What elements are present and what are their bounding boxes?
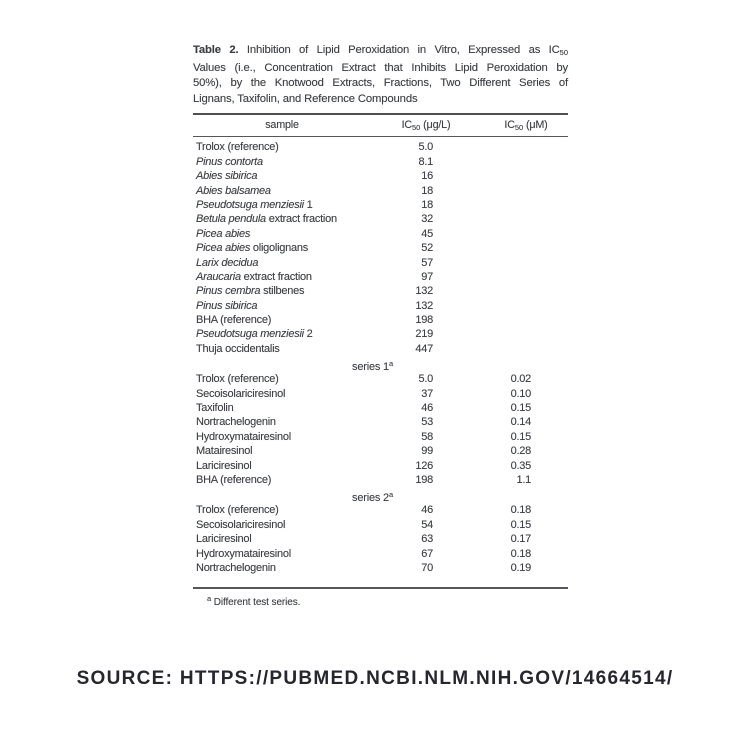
ic50-um-value: 0.15 xyxy=(510,430,531,443)
sample-roman-text: extract fraction xyxy=(265,213,337,226)
table-row xyxy=(193,473,568,487)
caption-label: Table 2. xyxy=(193,44,239,56)
sample-roman-text: Secoisolariciresinol xyxy=(196,518,286,531)
ic50-ugl-value: 16 xyxy=(421,170,433,183)
ic50-um-value: 0.10 xyxy=(510,387,531,400)
table-row xyxy=(193,387,568,401)
table-row xyxy=(193,270,568,284)
ic50-ugl-value: 97 xyxy=(421,270,433,283)
table-body xyxy=(193,137,568,575)
source-citation: SOURCE: HTTPS://PUBMED.NCBI.NLM.NIH.GOV/14664514/ xyxy=(76,668,674,689)
sample-roman-text: oligolignans xyxy=(250,242,309,255)
ic50-ugl-value: 18 xyxy=(421,198,433,211)
caption-ic50-subscript: 50 xyxy=(559,48,569,57)
table-2 xyxy=(193,43,568,608)
table-header-row xyxy=(193,115,568,136)
ic50-ugl-value: 45 xyxy=(421,227,433,240)
ic50-um-value: 0.15 xyxy=(510,402,531,415)
table-bottom-rule xyxy=(193,587,568,589)
ic50-um-value: 0.19 xyxy=(510,561,531,574)
table-row xyxy=(193,547,568,561)
ic50-ugl-value: 57 xyxy=(421,256,433,269)
column-header-ic50-ugl: $IC_{50}$ (μg/L) xyxy=(401,119,451,133)
ic50-ugl-value: 46 xyxy=(421,504,433,517)
caption-line-3: 50%), by the Knotwood Extracts, Fractions, Two Different Series of xyxy=(193,77,568,90)
table-row xyxy=(193,140,568,154)
series-label: series 2 xyxy=(352,492,389,505)
sample-species-name: Picea abies xyxy=(196,227,251,240)
table-row xyxy=(193,518,568,532)
sample-species-name: Araucaria xyxy=(196,270,241,283)
ic50-ugl-value: 5.0 xyxy=(418,373,433,386)
sample-roman-text: Nortrachelogenin xyxy=(196,416,276,429)
table-row xyxy=(193,256,568,270)
caption-line-2: Values (i.e., Concentration Extract that Inhibits Lipid Peroxidation by xyxy=(193,61,568,74)
sample-roman-text: Secoisolariciresinol xyxy=(196,387,286,400)
table-row xyxy=(193,372,568,386)
ic50-ugl-value: 32 xyxy=(421,213,433,226)
table-caption xyxy=(193,43,568,107)
table-footnote xyxy=(193,594,568,608)
ic50-um-value: 0.14 xyxy=(510,416,531,429)
ic50-ugl-value: 70 xyxy=(421,561,433,574)
table-row xyxy=(193,503,568,517)
table-row xyxy=(193,430,568,444)
caption-line-4: Lignans, Taxifolin, and Reference Compounds xyxy=(193,92,418,105)
ic50-um-value: 0.28 xyxy=(510,445,531,458)
ic50-ugl-value: 132 xyxy=(415,299,433,312)
table-row xyxy=(193,459,568,473)
sample-roman-text: 2 xyxy=(303,328,313,341)
table-row xyxy=(193,327,568,341)
table-row xyxy=(193,532,568,546)
sample-species-name: Pinus contorta xyxy=(196,155,263,168)
ic50-ugl-value: 99 xyxy=(421,445,433,458)
column-header-ic50-um: $IC_{50}$ (μM) xyxy=(504,119,548,133)
sample-roman-text: stilbenes xyxy=(260,285,305,298)
sample-roman-text: Thuja occidentalis xyxy=(196,342,280,355)
series-header-row xyxy=(193,356,568,372)
table-row xyxy=(193,184,568,198)
ic50-ugl-value: 52 xyxy=(421,242,433,255)
sample-roman-text: BHA (reference) xyxy=(196,473,272,486)
ic50-ugl-value: 63 xyxy=(421,533,433,546)
ic50-ugl-value: 132 xyxy=(415,285,433,298)
ic50-ugl-value: 8.1 xyxy=(418,155,433,168)
sample-roman-text: Lariciresinol xyxy=(196,459,252,472)
sample-roman-text: Hydroxymatairesinol xyxy=(196,430,291,443)
ic50-um-value: 0.35 xyxy=(510,459,531,472)
sample-species-name: Pinus sibirica xyxy=(196,299,258,312)
footnote-text: Different test series. xyxy=(211,596,301,608)
table-row xyxy=(193,299,568,313)
sample-roman-text: 1 xyxy=(303,198,313,211)
table-row xyxy=(193,342,568,356)
sample-species-name: Pseudotsuga menziesii xyxy=(196,328,304,341)
table-row xyxy=(193,444,568,458)
sample-roman-text: Trolox (reference) xyxy=(196,504,279,517)
series-footnote-marker: a xyxy=(388,359,393,369)
sample-roman-text: Trolox (reference) xyxy=(196,373,279,386)
ic50-um-value: 1.1 xyxy=(516,473,531,486)
table-row xyxy=(193,561,568,575)
series-footnote-marker: a xyxy=(388,490,393,500)
sample-species-name: Abies sibirica xyxy=(196,170,258,183)
ic50-um-value: 0.02 xyxy=(510,373,531,386)
ic50-ugl-value: 198 xyxy=(415,314,433,327)
ic50-ugl-value: 58 xyxy=(421,430,433,443)
table-row xyxy=(193,169,568,183)
series-label: series 1 xyxy=(352,361,389,374)
ic50-ugl-value: 447 xyxy=(415,342,433,355)
table-row xyxy=(193,401,568,415)
sample-roman-text: Hydroxymatairesinol xyxy=(196,547,291,560)
sample-species-name: Pseudotsuga menziesii xyxy=(196,198,304,211)
caption-line-1: Table 2. Inhibition of Lipid Peroxidation in Vitro, Expressed as $IC_{50}$ xyxy=(193,44,569,57)
sample-species-name: Larix decidua xyxy=(196,256,259,269)
table-row xyxy=(193,155,568,169)
table-row xyxy=(193,227,568,241)
column-header-sample: sample xyxy=(265,119,299,132)
sample-roman-text: Trolox (reference) xyxy=(196,141,279,154)
sample-species-name: Abies balsamea xyxy=(196,184,271,197)
sample-roman-text: Matairesinol xyxy=(196,445,253,458)
sample-species-name: Pinus cembra xyxy=(196,285,261,298)
ic50-ugl-value: 54 xyxy=(421,518,433,531)
table-row xyxy=(193,284,568,298)
sample-roman-text: BHA (reference) xyxy=(196,314,272,327)
ic50-ugl-value: 126 xyxy=(415,459,433,472)
sample-species-name: Picea abies xyxy=(196,242,251,255)
sample-species-name: Betula pendula xyxy=(196,213,266,226)
ic50-ugl-value: 219 xyxy=(415,328,433,341)
table-row xyxy=(193,212,568,226)
ic50-um-value: 0.17 xyxy=(510,533,531,546)
sample-roman-text: extract fraction xyxy=(240,270,312,283)
table-row xyxy=(193,241,568,255)
ic50-ugl-value: 37 xyxy=(421,387,433,400)
ic50-ugl-value: 67 xyxy=(421,547,433,560)
series-header-row xyxy=(193,487,568,503)
ic50-ugl-value: 5.0 xyxy=(418,141,433,154)
ic50-um-value: 0.18 xyxy=(510,547,531,560)
ic50-ugl-value: 53 xyxy=(421,416,433,429)
table-row xyxy=(193,415,568,429)
ic50-ugl-value: 46 xyxy=(421,402,433,415)
sample-roman-text: Nortrachelogenin xyxy=(196,561,276,574)
ic50-um-value: 0.18 xyxy=(510,504,531,517)
ic50-um-value: 0.15 xyxy=(510,518,531,531)
ic50-ugl-value: 198 xyxy=(415,473,433,486)
sample-roman-text: Lariciresinol xyxy=(196,533,252,546)
footnote-marker: a xyxy=(207,593,212,603)
table-row xyxy=(193,313,568,327)
sample-roman-text: Taxifolin xyxy=(196,402,234,415)
ic50-ugl-value: 18 xyxy=(421,184,433,197)
table-row xyxy=(193,198,568,212)
